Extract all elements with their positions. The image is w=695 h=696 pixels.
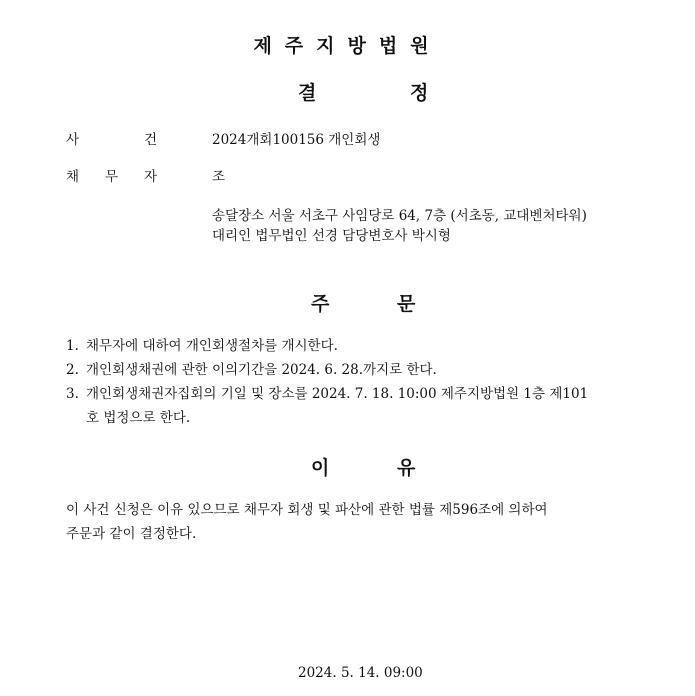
debtor-label-1: 채 (66, 169, 80, 185)
debtor-label-3: 자 (144, 169, 158, 185)
doc-title-left: 결 (298, 82, 317, 104)
debtor-address: 송달장소 서울 서초구 사임당로 64, 7층 (서초동, 교대벤처타워) (212, 208, 587, 224)
reason-line-1: 이 사건 신청은 이유 있으므로 채무자 회생 및 파산에 관한 법률 제596조에 의하여 (66, 502, 548, 518)
order-item-number: 2. (66, 362, 79, 378)
order-item-text: 개인회생채권에 관한 이의기간을 2024. 6. 28.까지로 한다. (86, 362, 437, 378)
case-label-1: 사 (66, 132, 80, 148)
order-item-3-continued: 호 법정으로 한다. (86, 410, 191, 426)
order-item-2 (66, 358, 437, 378)
debtor-name: 조 (212, 169, 226, 185)
case-value: 2024개회100156 개인회생 (212, 132, 381, 148)
order-item-number: 3. (66, 386, 79, 402)
case-label-2: 건 (144, 132, 158, 148)
doc-title-right: 정 (410, 82, 429, 104)
decision-date: 2024. 5. 14. 09:00 (298, 665, 423, 681)
debtor-agent: 대리인 법무법인 선경 담당변호사 박시형 (212, 228, 451, 244)
order-item-text: 채무자에 대하여 개인회생절차를 개시한다. (86, 338, 338, 354)
order-item-text: 개인회생채권자집회의 기일 및 장소를 2024. 7. 18. 10:00 제주지방법원 1층 제101 (86, 386, 589, 402)
reason-heading-left: 이 (311, 457, 330, 479)
reason-heading-right: 유 (397, 457, 416, 479)
debtor-label-2: 무 (105, 169, 119, 185)
order-item-3 (66, 382, 588, 402)
order-heading-right: 문 (397, 293, 416, 315)
order-item-number: 1. (66, 338, 79, 354)
court-name: 제주지방법원 (253, 35, 442, 57)
order-heading-left: 주 (311, 293, 330, 315)
reason-line-2: 주문과 같이 결정한다. (66, 526, 197, 542)
order-item-1 (66, 334, 338, 354)
